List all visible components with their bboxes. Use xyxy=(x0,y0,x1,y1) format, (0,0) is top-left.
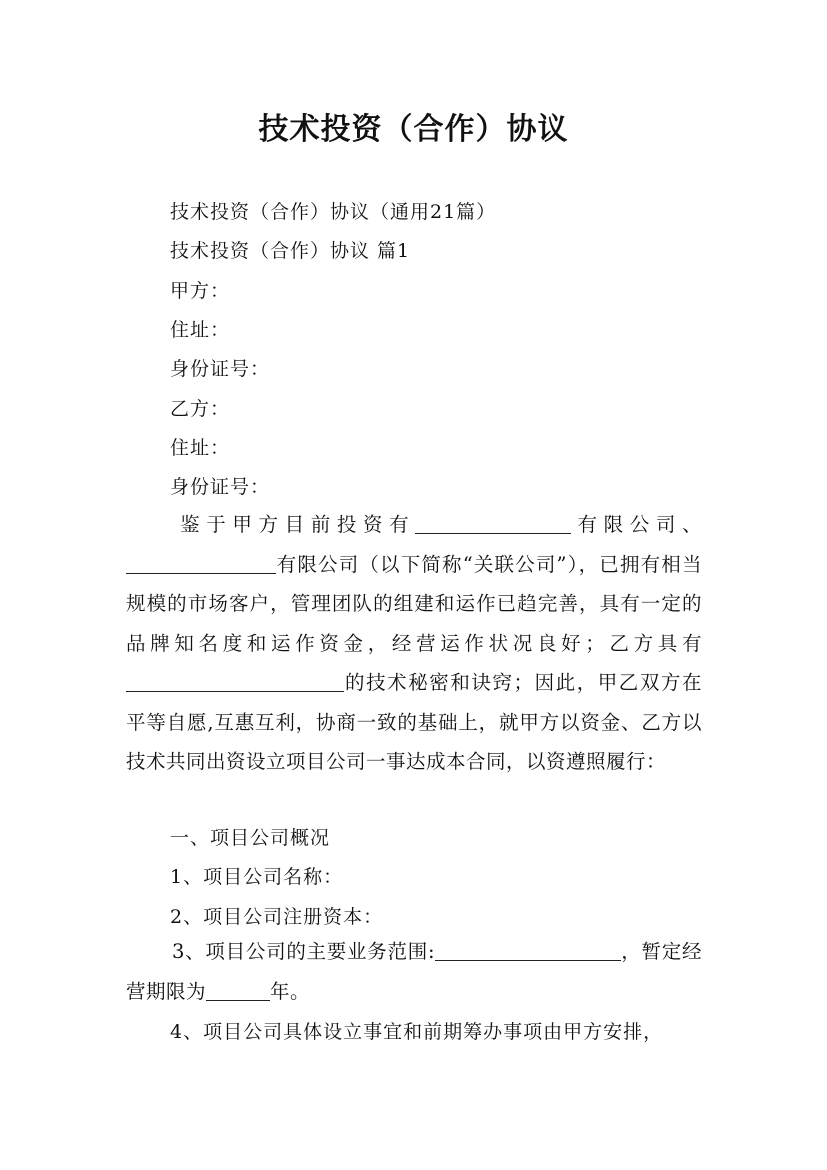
business-scope-text-c: 年。 xyxy=(270,979,311,1003)
preamble-text-d: 的技术秘密和诀窍；因此，甲乙双方在平等自愿,互惠互利，协商一致的基础上，就甲方以资金、乙方以技术共同出资设立项目公司一事达成本合同，以资遵照履行： xyxy=(126,671,702,773)
party-b-id-label: 身份证号： xyxy=(170,476,271,498)
technology-blank xyxy=(126,671,344,692)
party-b-address-label: 住址： xyxy=(170,437,231,459)
item-company-name: 1、项目公司名称： xyxy=(170,866,344,888)
item-registered-capital: 2、项目公司注册资本： xyxy=(170,906,384,928)
term-years-blank xyxy=(206,980,270,1001)
preamble-text-a: 鉴于甲方目前投资有 xyxy=(174,513,416,536)
preamble-text-c: 有限公司（以下简称“关联公司”），已拥有相当规模的市场客户，管理团队的组建和运作已趋完善，具有一定的品牌知名度和运作资金，经营运作状况良好；乙方具有 xyxy=(126,552,702,655)
business-scope-text-a: 3、项目公司的主要业务范围: xyxy=(172,940,436,963)
party-a-label: 甲方： xyxy=(170,280,231,302)
item-setup-arrangements: 4、项目公司具体设立事宜和前期筹办事项由甲方安排， xyxy=(170,1021,664,1043)
document-title: 技术投资（合作）协议 xyxy=(258,112,569,147)
preamble-text-b: 有限公司、 xyxy=(571,513,702,536)
company-b-blank xyxy=(126,553,276,574)
business-scope-text-b: ，暂定经营期限为 xyxy=(126,940,702,1003)
preamble-paragraph xyxy=(126,505,702,782)
document-subtitle: 技术投资（合作）协议（通用21篇） xyxy=(170,201,497,223)
section-title: 技术投资（合作）协议 篇1 xyxy=(170,240,411,262)
section-heading-company-overview: 一、项目公司概况 xyxy=(170,827,331,849)
party-a-id-label: 身份证号： xyxy=(170,358,271,380)
item-business-scope xyxy=(126,932,702,1011)
business-scope-blank xyxy=(435,940,621,961)
party-a-address-label: 住址： xyxy=(170,319,231,341)
party-b-label: 乙方： xyxy=(170,398,231,420)
company-a-blank xyxy=(415,513,571,534)
